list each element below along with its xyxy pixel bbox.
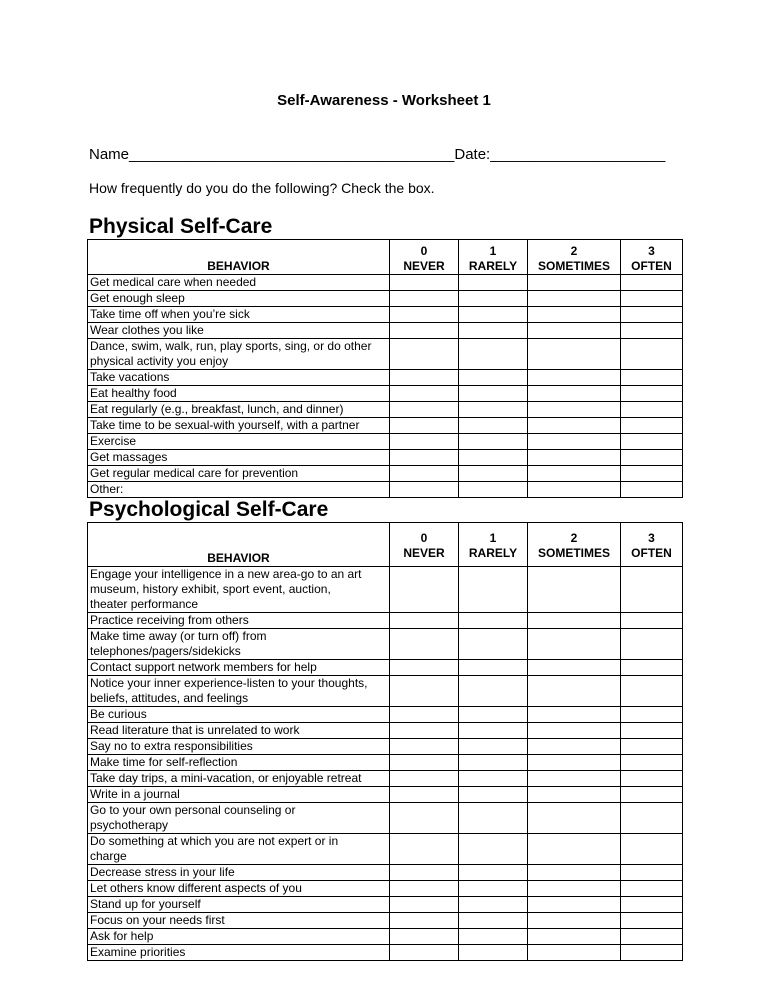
behavior-row — [88, 613, 683, 629]
behavior-text: Other: — [90, 482, 124, 496]
behavior-text: Let others know different aspects of you — [90, 881, 302, 895]
behavior-row — [88, 482, 683, 498]
check-box-rarely[interactable] — [459, 402, 528, 418]
behavior-text: Dance, swim, walk, run, play sports, sing, or do other — [90, 339, 372, 353]
behavior-text: Eat regularly (e.g., breakfast, lunch, and dinner) — [90, 402, 344, 416]
check-box-rarely[interactable] — [459, 567, 528, 613]
behavior-label — [88, 739, 390, 755]
rarely-header: 1 RARELY — [459, 523, 528, 567]
check-box-sometimes[interactable] — [528, 881, 621, 897]
behavior-text: Get medical care when needed — [90, 275, 257, 289]
check-box-often[interactable] — [621, 567, 683, 613]
behavior-row — [88, 913, 683, 929]
rarely-header: 1 RARELY — [459, 240, 528, 275]
check-box-rarely[interactable] — [459, 881, 528, 897]
behavior-text: Do something at which you are not expert or in — [90, 834, 339, 848]
behavior-label — [88, 771, 390, 787]
behavior-text: Say no to extra responsibilities — [90, 739, 253, 753]
behavior-header: BEHAVIOR — [88, 240, 390, 275]
check-box-often[interactable] — [621, 913, 683, 929]
check-box-sometimes[interactable] — [528, 771, 621, 787]
check-box-never[interactable] — [390, 339, 459, 370]
behavior-label — [88, 307, 390, 323]
check-box-often[interactable] — [621, 466, 683, 482]
check-box-rarely[interactable] — [459, 739, 528, 755]
check-box-sometimes[interactable] — [528, 466, 621, 482]
behavior-row — [88, 787, 683, 803]
physical-table — [87, 239, 683, 498]
behavior-text: Decrease stress in your life — [90, 865, 235, 879]
check-box-never[interactable] — [390, 450, 459, 466]
check-box-often[interactable] — [621, 307, 683, 323]
behavior-row — [88, 629, 683, 660]
behavior-text: museum, history exhibit, sport event, auction, — [90, 582, 331, 596]
behavior-label — [88, 339, 390, 370]
behavior-text: Get regular medical care for prevention — [90, 466, 299, 480]
behavior-label — [88, 418, 390, 434]
behavior-text: Take time to be sexual-with yourself, with a partner — [90, 418, 360, 432]
check-box-rarely[interactable] — [459, 450, 528, 466]
behavior-row — [88, 450, 683, 466]
behavior-label — [88, 755, 390, 771]
check-box-sometimes[interactable] — [528, 418, 621, 434]
behavior-label — [88, 913, 390, 929]
behavior-label — [88, 865, 390, 881]
behavior-label — [88, 897, 390, 913]
behavior-text: Take time off when you’re sick — [90, 307, 250, 321]
check-box-rarely[interactable] — [459, 339, 528, 370]
behavior-label — [88, 613, 390, 629]
check-box-never[interactable] — [390, 897, 459, 913]
behavior-text: Take vacations — [90, 370, 170, 384]
behavior-text: Stand up for yourself — [90, 897, 201, 911]
check-box-sometimes[interactable] — [528, 929, 621, 945]
behavior-label — [88, 881, 390, 897]
check-box-never[interactable] — [390, 402, 459, 418]
behavior-row — [88, 739, 683, 755]
check-box-never[interactable] — [390, 787, 459, 803]
check-box-rarely[interactable] — [459, 434, 528, 450]
behavior-label — [88, 291, 390, 307]
check-box-rarely[interactable] — [459, 707, 528, 723]
often-header: 3 OFTEN — [621, 523, 683, 567]
behavior-row — [88, 275, 683, 291]
often-header: 3 OFTEN — [621, 240, 683, 275]
check-box-rarely[interactable] — [459, 803, 528, 834]
check-box-never[interactable] — [390, 323, 459, 339]
behavior-label — [88, 787, 390, 803]
check-box-often[interactable] — [621, 482, 683, 498]
behavior-row — [88, 660, 683, 676]
check-box-often[interactable] — [621, 613, 683, 629]
check-box-rarely[interactable] — [459, 755, 528, 771]
behavior-text: charge — [90, 849, 127, 863]
page-title: Self-Awareness - Worksheet 1 — [277, 92, 491, 109]
check-box-never[interactable] — [390, 307, 459, 323]
check-box-sometimes[interactable] — [528, 707, 621, 723]
behavior-label — [88, 323, 390, 339]
check-box-rarely[interactable] — [459, 466, 528, 482]
behavior-label — [88, 676, 390, 707]
check-box-never[interactable] — [390, 629, 459, 660]
check-box-sometimes[interactable] — [528, 803, 621, 834]
check-box-never[interactable] — [390, 434, 459, 450]
behavior-text: Wear clothes you like — [90, 323, 204, 337]
physical-heading: Physical Self-Care — [89, 215, 273, 238]
behavior-text: Write in a journal — [90, 787, 180, 801]
check-box-often[interactable] — [621, 434, 683, 450]
behavior-label — [88, 707, 390, 723]
instructions: How frequently do you do the following? Check the box. — [89, 180, 435, 196]
check-box-rarely[interactable] — [459, 771, 528, 787]
behavior-text: Practice receiving from others — [90, 613, 249, 627]
check-box-never[interactable] — [390, 739, 459, 755]
behavior-label — [88, 386, 390, 402]
check-box-sometimes[interactable] — [528, 307, 621, 323]
behavior-row — [88, 723, 683, 739]
check-box-sometimes[interactable] — [528, 434, 621, 450]
check-box-sometimes[interactable] — [528, 913, 621, 929]
check-box-never[interactable] — [390, 913, 459, 929]
behavior-row — [88, 291, 683, 307]
check-box-rarely[interactable] — [459, 291, 528, 307]
behavior-row — [88, 803, 683, 834]
check-box-sometimes[interactable] — [528, 275, 621, 291]
check-box-sometimes[interactable] — [528, 755, 621, 771]
behavior-row — [88, 402, 683, 418]
behavior-label — [88, 929, 390, 945]
check-box-rarely[interactable] — [459, 418, 528, 434]
check-box-often[interactable] — [621, 803, 683, 834]
behavior-label — [88, 834, 390, 865]
behavior-label — [88, 275, 390, 291]
behavior-row — [88, 881, 683, 897]
behavior-row — [88, 676, 683, 707]
behavior-label — [88, 660, 390, 676]
check-box-often[interactable] — [621, 929, 683, 945]
check-box-never[interactable] — [390, 945, 459, 961]
behavior-text: Focus on your needs first — [90, 913, 225, 927]
check-box-rarely[interactable] — [459, 613, 528, 629]
behavior-row — [88, 434, 683, 450]
behavior-text: Eat healthy food — [90, 386, 177, 400]
check-box-rarely[interactable] — [459, 865, 528, 881]
check-box-often[interactable] — [621, 323, 683, 339]
check-box-rarely[interactable] — [459, 660, 528, 676]
check-box-sometimes[interactable] — [528, 945, 621, 961]
check-box-often[interactable] — [621, 945, 683, 961]
check-box-sometimes[interactable] — [528, 482, 621, 498]
behavior-row — [88, 771, 683, 787]
check-box-never[interactable] — [390, 865, 459, 881]
behavior-text: theater performance — [90, 597, 199, 611]
behavior-label — [88, 723, 390, 739]
check-box-sometimes[interactable] — [528, 386, 621, 402]
check-box-never[interactable] — [390, 370, 459, 386]
behavior-row — [88, 929, 683, 945]
check-box-sometimes[interactable] — [528, 739, 621, 755]
check-box-often[interactable] — [621, 291, 683, 307]
behavior-label — [88, 402, 390, 418]
behavior-row — [88, 339, 683, 370]
check-box-sometimes[interactable] — [528, 370, 621, 386]
behavior-text: Get enough sleep — [90, 291, 185, 305]
check-box-never[interactable] — [390, 291, 459, 307]
check-box-rarely[interactable] — [459, 386, 528, 402]
check-box-never[interactable] — [390, 881, 459, 897]
behavior-row — [88, 834, 683, 865]
behavior-label — [88, 450, 390, 466]
psychological-table — [87, 522, 683, 961]
check-box-sometimes[interactable] — [528, 834, 621, 865]
check-box-rarely[interactable] — [459, 897, 528, 913]
check-box-often[interactable] — [621, 402, 683, 418]
check-box-often[interactable] — [621, 834, 683, 865]
check-box-often[interactable] — [621, 629, 683, 660]
behavior-row — [88, 370, 683, 386]
check-box-often[interactable] — [621, 707, 683, 723]
behavior-row — [88, 945, 683, 961]
check-box-often[interactable] — [621, 450, 683, 466]
check-box-rarely[interactable] — [459, 676, 528, 707]
check-box-sometimes[interactable] — [528, 723, 621, 739]
behavior-row — [88, 466, 683, 482]
behavior-text: Examine priorities — [90, 945, 186, 959]
behavior-label — [88, 629, 390, 660]
check-box-often[interactable] — [621, 339, 683, 370]
behavior-row — [88, 755, 683, 771]
behavior-text: Take day trips, a mini-vacation, or enjoyable retreat — [90, 771, 362, 785]
check-box-sometimes[interactable] — [528, 629, 621, 660]
check-box-sometimes[interactable] — [528, 613, 621, 629]
check-box-never[interactable] — [390, 834, 459, 865]
check-box-rarely[interactable] — [459, 370, 528, 386]
behavior-text: Make time for self-reflection — [90, 755, 238, 769]
behavior-label — [88, 482, 390, 498]
check-box-never[interactable] — [390, 613, 459, 629]
check-box-never[interactable] — [390, 929, 459, 945]
behavior-header: BEHAVIOR — [88, 523, 390, 567]
check-box-never[interactable] — [390, 755, 459, 771]
check-box-sometimes[interactable] — [528, 660, 621, 676]
check-box-sometimes[interactable] — [528, 323, 621, 339]
check-box-sometimes[interactable] — [528, 787, 621, 803]
check-box-sometimes[interactable] — [528, 567, 621, 613]
behavior-label — [88, 466, 390, 482]
behavior-text: Get massages — [90, 450, 168, 464]
behavior-label — [88, 567, 390, 613]
behavior-text: Exercise — [90, 434, 137, 448]
check-box-never[interactable] — [390, 723, 459, 739]
check-box-sometimes[interactable] — [528, 897, 621, 913]
check-box-often[interactable] — [621, 881, 683, 897]
check-box-never[interactable] — [390, 418, 459, 434]
check-box-often[interactable] — [621, 660, 683, 676]
check-box-often[interactable] — [621, 787, 683, 803]
check-box-rarely[interactable] — [459, 275, 528, 291]
psychological-heading: Psychological Self-Care — [89, 498, 329, 521]
check-box-often[interactable] — [621, 739, 683, 755]
behavior-label — [88, 434, 390, 450]
check-box-often[interactable] — [621, 771, 683, 787]
name-date-line: Name_______________________________________Date:_____________________ — [89, 146, 666, 163]
behavior-text: Read literature that is unrelated to work — [90, 723, 300, 737]
check-box-never[interactable] — [390, 803, 459, 834]
check-box-rarely[interactable] — [459, 307, 528, 323]
behavior-text: telephones/pagers/sidekicks — [90, 644, 241, 658]
check-box-rarely[interactable] — [459, 323, 528, 339]
check-box-sometimes[interactable] — [528, 450, 621, 466]
behavior-row — [88, 567, 683, 613]
behavior-row — [88, 307, 683, 323]
check-box-never[interactable] — [390, 771, 459, 787]
check-box-never[interactable] — [390, 660, 459, 676]
never-header: 0 NEVER — [390, 240, 459, 275]
behavior-text: Go to your own personal counseling or — [90, 803, 296, 817]
behavior-row — [88, 418, 683, 434]
behavior-row — [88, 386, 683, 402]
check-box-never[interactable] — [390, 567, 459, 613]
check-box-rarely[interactable] — [459, 787, 528, 803]
behavior-label — [88, 803, 390, 834]
behavior-row — [88, 897, 683, 913]
sometimes-header: 2 SOMETIMES — [528, 240, 621, 275]
behavior-text: Engage your intelligence in a new area-go to an art — [90, 567, 362, 581]
check-box-never[interactable] — [390, 676, 459, 707]
check-box-rarely[interactable] — [459, 929, 528, 945]
check-box-rarely[interactable] — [459, 629, 528, 660]
behavior-text: Make time away (or turn off) from — [90, 629, 267, 643]
check-box-often[interactable] — [621, 418, 683, 434]
behavior-row — [88, 707, 683, 723]
check-box-often[interactable] — [621, 386, 683, 402]
check-box-rarely[interactable] — [459, 482, 528, 498]
check-box-often[interactable] — [621, 755, 683, 771]
behavior-text: psychotherapy — [90, 818, 169, 832]
check-box-often[interactable] — [621, 865, 683, 881]
check-box-sometimes[interactable] — [528, 676, 621, 707]
check-box-rarely[interactable] — [459, 945, 528, 961]
behavior-label — [88, 370, 390, 386]
check-box-often[interactable] — [621, 275, 683, 291]
never-header: 0 NEVER — [390, 523, 459, 567]
check-box-never[interactable] — [390, 707, 459, 723]
check-box-rarely[interactable] — [459, 723, 528, 739]
check-box-sometimes[interactable] — [528, 291, 621, 307]
check-box-often[interactable] — [621, 676, 683, 707]
check-box-never[interactable] — [390, 386, 459, 402]
check-box-sometimes[interactable] — [528, 339, 621, 370]
behavior-row — [88, 323, 683, 339]
behavior-row — [88, 865, 683, 881]
behavior-text: Contact support network members for help — [90, 660, 317, 674]
check-box-often[interactable] — [621, 723, 683, 739]
behavior-label — [88, 945, 390, 961]
sometimes-header: 2 SOMETIMES — [528, 523, 621, 567]
check-box-rarely[interactable] — [459, 834, 528, 865]
behavior-text: Ask for help — [90, 929, 154, 943]
check-box-often[interactable] — [621, 370, 683, 386]
behavior-text: Notice your inner experience-listen to your thoughts, — [90, 676, 368, 690]
check-box-often[interactable] — [621, 897, 683, 913]
check-box-never[interactable] — [390, 482, 459, 498]
behavior-text: beliefs, attitudes, and feelings — [90, 691, 249, 705]
behavior-text: Be curious — [90, 707, 147, 721]
check-box-rarely[interactable] — [459, 913, 528, 929]
check-box-never[interactable] — [390, 466, 459, 482]
check-box-never[interactable] — [390, 275, 459, 291]
behavior-text: physical activity you enjoy — [90, 354, 229, 368]
check-box-sometimes[interactable] — [528, 865, 621, 881]
check-box-sometimes[interactable] — [528, 402, 621, 418]
